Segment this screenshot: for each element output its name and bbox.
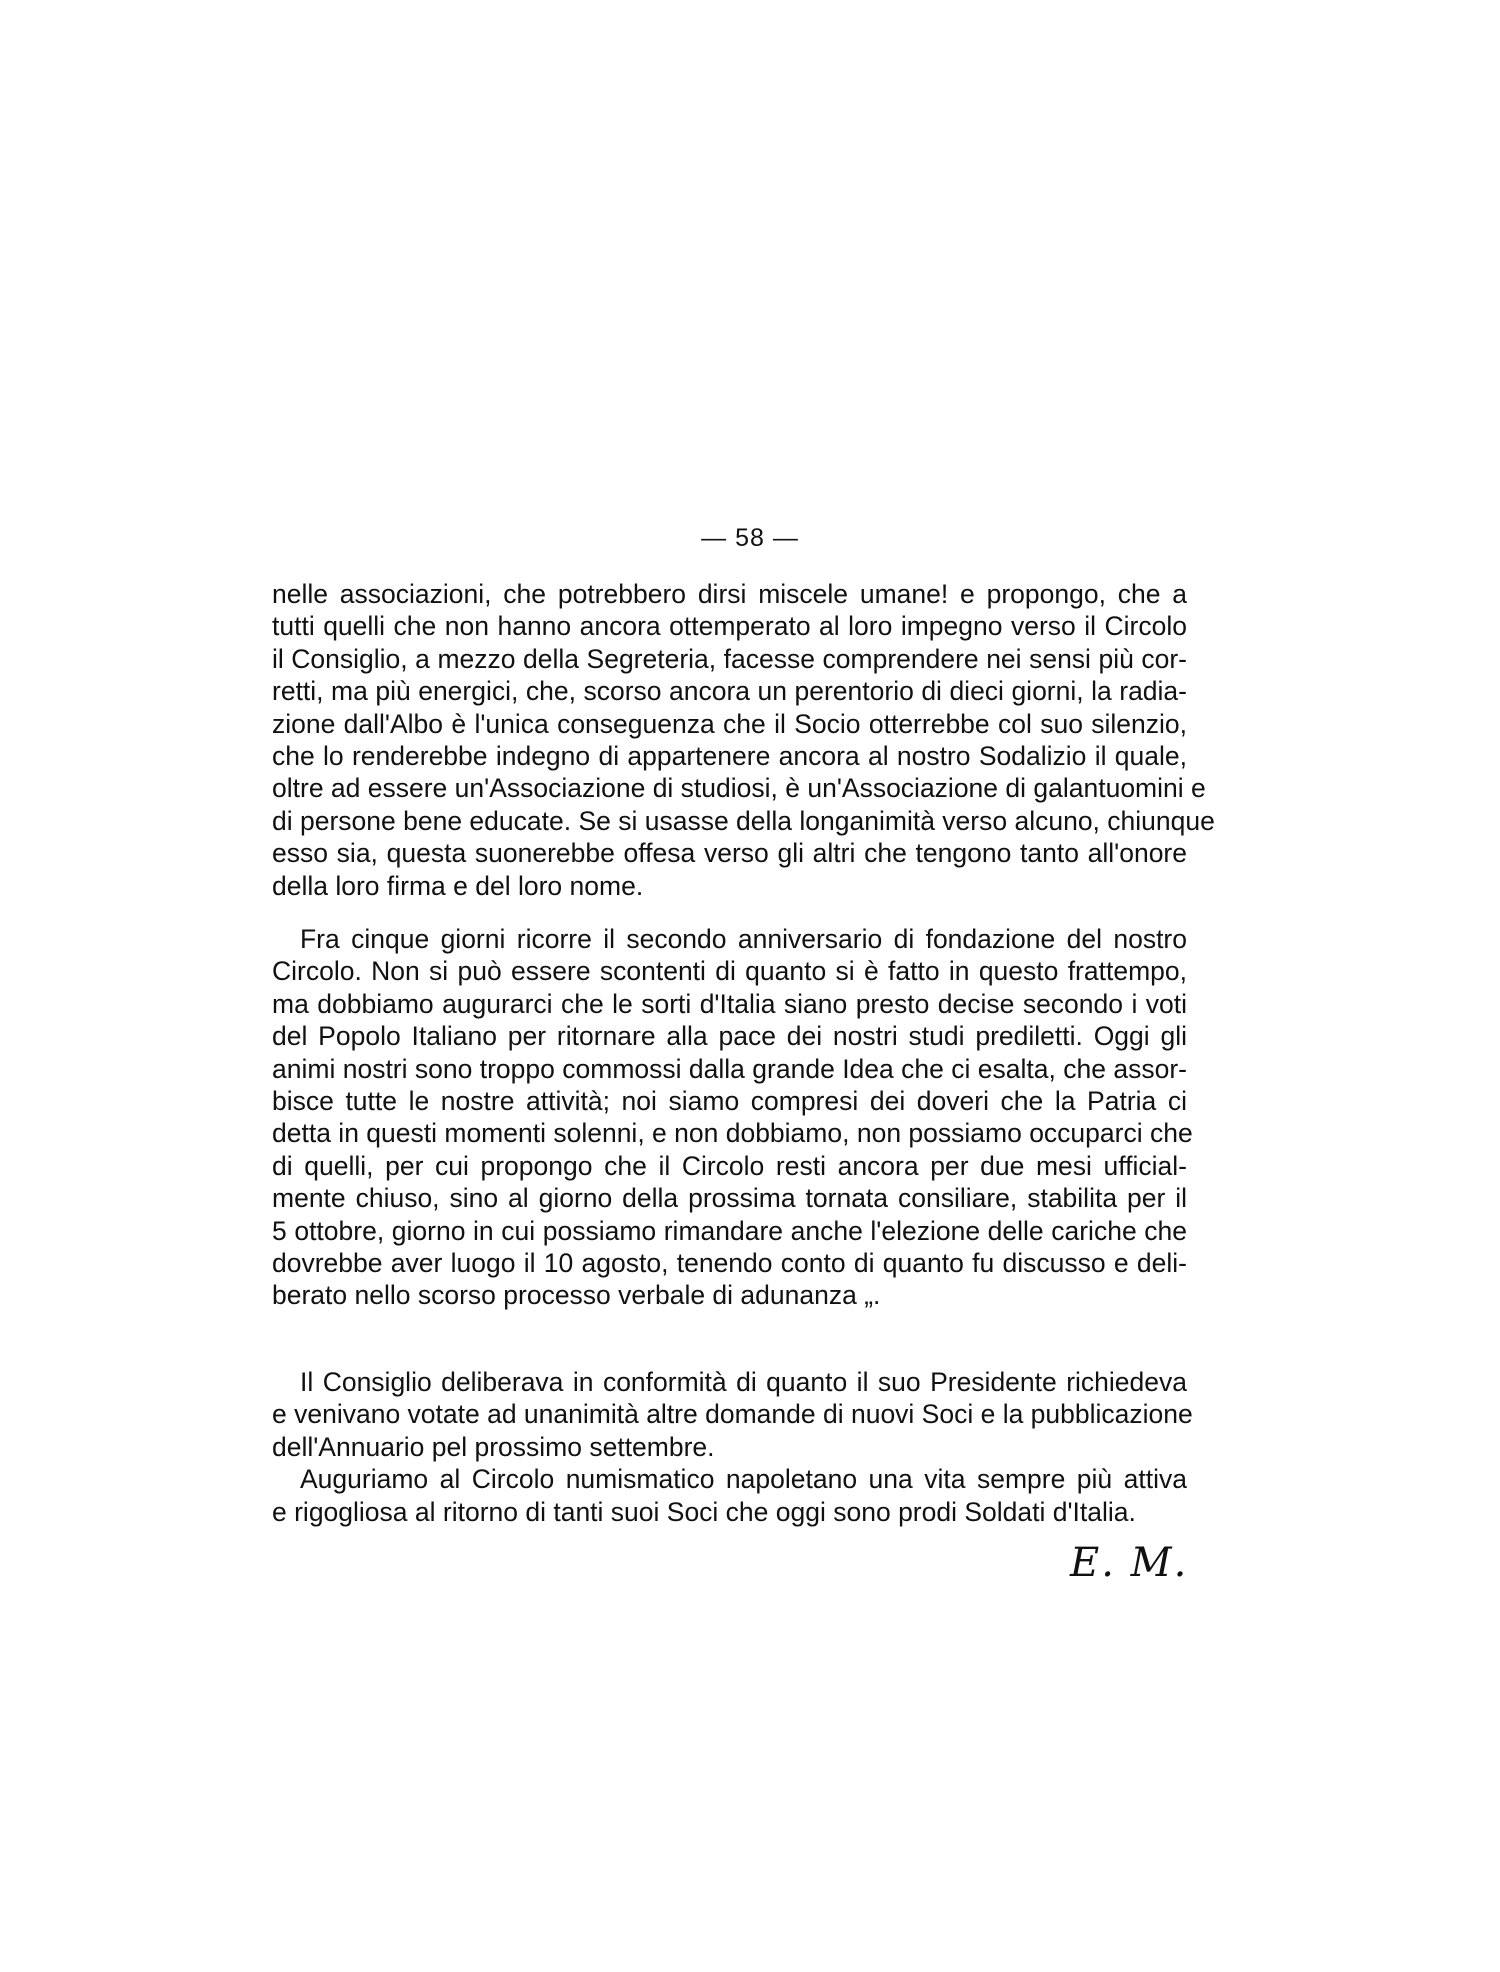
text-line: Auguriamo al Circolo numismatico napoletano una vita sempre più attiva: [300, 1464, 1187, 1495]
text-line: che lo renderebbe indegno di appartenere ancora al nostro Sodalizio il quale,: [272, 740, 1187, 771]
text-line: esso sia, questa suonerebbe offesa verso gli altri che tengono tanto all'onore: [272, 838, 1187, 869]
text-line: di persone bene educate. Se si usasse della longanimità verso alcuno, chiunque: [272, 805, 1215, 836]
text-line: del Popolo Italiano per ritornare alla pace dei nostri studi prediletti. Oggi gli: [272, 1021, 1187, 1052]
text-line: Il Consiglio deliberava in conformità di quanto il suo Presidente richiedeva: [300, 1367, 1187, 1397]
text-line: berato nello scorso processo verbale di adunanza „.: [272, 1280, 881, 1311]
text-line: e venivano votate ad unanimità altre domande di nuovi Soci e la pubblicazione: [272, 1399, 1193, 1430]
text-line: della loro firma e del loro nome.: [272, 870, 644, 901]
text-line: 5 ottobre, giorno in cui possiamo rimandare anche l'elezione delle cariche che: [272, 1215, 1187, 1246]
text-line: oltre ad essere un'Associazione di studiosi, è un'Associazione di galantuomini e: [272, 773, 1206, 804]
paragraph-council-decision: [272, 1366, 1193, 1528]
text-line: il Consiglio, a mezzo della Segreteria, facesse comprendere nei sensi più cor-: [272, 643, 1187, 674]
signature-initials: E. M.: [1070, 1540, 1189, 1586]
paragraph-appeal-to-members: [272, 578, 1215, 902]
text-line: Fra cinque giorni ricorre il secondo anniversario di fondazione del nostro: [300, 924, 1187, 954]
paragraph-anniversary: [272, 923, 1193, 1312]
text-line: animi nostri sono troppo commossi dalla grande Idea che ci esalta, che assor-: [272, 1053, 1187, 1084]
text-line: detta in questi momenti solenni, e non dobbiamo, non possiamo occuparci che: [272, 1118, 1193, 1149]
text-line: tutti quelli che non hanno ancora ottemperato al loro impegno verso il Circolo: [272, 611, 1187, 642]
page-number: — 58 —: [701, 524, 799, 552]
text-line: ma dobbiamo augurarci che le sorti d'Italia siano presto decise secondo i voti: [272, 988, 1187, 1019]
text-line: mente chiuso, sino al giorno della prossima tornata consiliare, stabilita per il: [272, 1183, 1187, 1214]
text-line: dovrebbe aver luogo il 10 agosto, tenendo conto di quanto fu discusso e deli-: [272, 1247, 1187, 1278]
text-line: retti, ma più energici, che, scorso ancora un perentorio di dieci giorni, la radia-: [272, 676, 1187, 707]
text-line: nelle associazioni, che potrebbero dirsi miscele umane! e propongo, che a: [272, 579, 1187, 609]
text-line: e rigogliosa al ritorno di tanti suoi Soci che oggi sono prodi Soldati d'Italia.: [272, 1496, 1136, 1527]
text-line: zione dall'Albo è l'unica conseguenza che il Socio otterrebbe col suo silenzio,: [272, 708, 1187, 739]
text-line: bisce tutte le nostre attività; noi siamo compresi dei doveri che la Patria ci: [272, 1085, 1187, 1116]
text-line: Circolo. Non si può essere scontenti di quanto si è fatto in questo frattempo,: [272, 956, 1187, 987]
text-line: dell'Annuario pel prossimo settembre.: [272, 1431, 715, 1462]
text-line: di quelli, per cui propongo che il Circolo resti ancora per due mesi ufficial-: [272, 1150, 1187, 1181]
